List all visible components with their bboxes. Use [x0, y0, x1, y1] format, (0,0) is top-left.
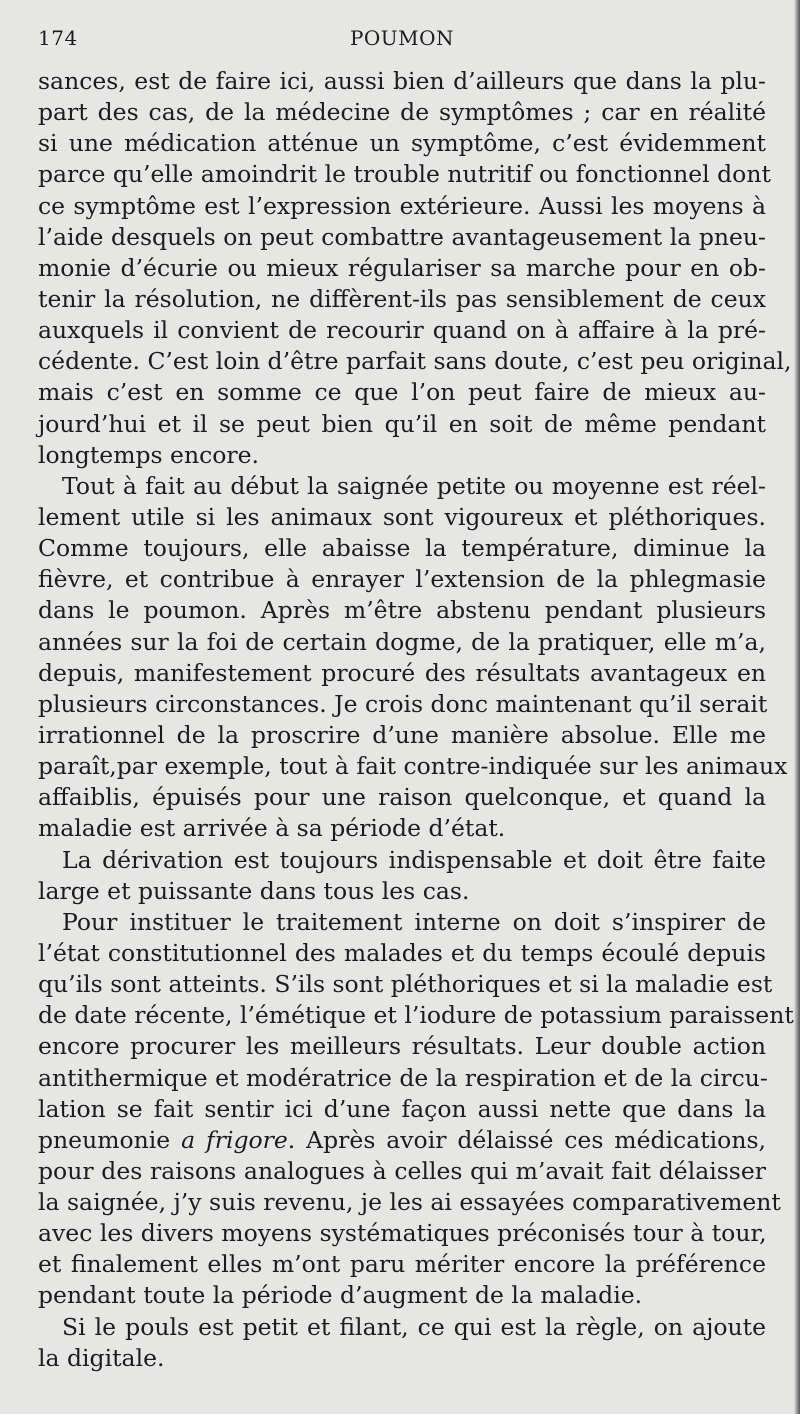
text-line: la digitale. — [38, 1343, 165, 1372]
text-line: plusieurs circonstances. Je crois donc maintenant qu’il serait — [38, 689, 768, 718]
text-line: cédente. C’est loin d’être parfait sans doute, c’est peu original, — [38, 347, 792, 376]
text-line: l’état constitutionnel des malades et du temps écoulé depuis — [38, 938, 766, 967]
text-line: fièvre, et contribue à enrayer l’extension de la phlegmasie — [38, 565, 766, 594]
text-line: pendant toute la période d’augment de la maladie. — [38, 1281, 643, 1310]
page-number: 174 — [38, 26, 78, 50]
text-line: paraît,par exemple, tout à fait contre-indiquée sur les animaux — [38, 752, 788, 781]
text-segment: . Après avoir délaissé ces médications, — [287, 1125, 766, 1154]
text-line: encore procurer les meilleurs résultats. Leur double action — [38, 1032, 766, 1061]
text-line: affaiblis, épuisés pour une raison quelconque, et quand la — [38, 783, 766, 812]
text-line: Tout à fait au début la saignée petite ou moyenne est réel- — [62, 471, 766, 500]
text-line: ce symptôme est l’expression extérieure. Aussi les moyens à — [38, 191, 766, 220]
text-line: sances, est de faire ici, aussi bien d’ailleurs que dans la plu- — [38, 67, 766, 95]
text-line: La dérivation est toujours indispensable et doit être faite — [62, 845, 766, 874]
text-line: qu’ils sont atteints. S’ils sont pléthoriques et si la maladie est — [38, 970, 773, 999]
text-line: la saignée, j’y suis revenu, je les ai essayées comparativement — [38, 1188, 781, 1217]
text-line: auxquels il convient de recourir quand on à affaire à la pré- — [38, 316, 766, 345]
text-line: longtemps encore. — [38, 440, 260, 469]
text-line: dans le poumon. Après m’être abstenu pendant plusieurs — [38, 596, 766, 625]
text-line: et finalement elles m’ont paru mériter encore la préférence — [38, 1250, 766, 1279]
text-line: Comme toujours, elle abaisse la température, diminue la — [38, 534, 766, 563]
text-line: lation se fait sentir ici d’une façon aussi nette que dans la — [38, 1094, 766, 1123]
text-line: irrationnel de la proscrire d’une manière absolue. Elle me — [38, 720, 766, 749]
text-line-mixed — [38, 1125, 766, 1156]
text-segment: pneumonie — [38, 1125, 182, 1154]
page-edge-shadow — [794, 0, 800, 1414]
text-line: jourd’hui et il se peut bien qu’il en soit de même pendant — [38, 409, 766, 438]
text-line: large et puissante dans tous les cas. — [38, 876, 470, 905]
text-line: depuis, manifestement procuré des résultats avantageux en — [38, 658, 766, 687]
text-line: Pour instituer le traitement interne on doit s’inspirer de — [62, 907, 766, 936]
text-line: tenir la résolution, ne diffèrent-ils pas sensiblement de ceux — [38, 284, 766, 313]
text-line: pour des raisons analogues à celles qui m’avait fait délaisser — [38, 1156, 766, 1185]
running-title: POUMON — [349, 26, 455, 50]
text-line: maladie est arrivée à sa période d’état. — [38, 814, 506, 843]
text-line: monie d’écurie ou mieux régulariser sa marche pour en ob- — [38, 253, 766, 282]
body-text — [38, 66, 794, 1374]
text-line: l’aide desquels on peut combattre avantageusement la pneu- — [38, 222, 766, 251]
text-line: parce qu’elle amoindrit le trouble nutritif ou fonctionnel dont — [38, 160, 771, 189]
text-line: de date récente, l’émétique et l’iodure de potassium paraissent — [38, 1001, 794, 1030]
text-line: lement utile si les animaux sont vigoureux et pléthoriques. — [38, 502, 766, 531]
text-line: mais c’est en somme ce que l’on peut faire de mieux au- — [38, 378, 766, 407]
text-line: Si le pouls est petit et filant, ce qui est la règle, on ajoute — [62, 1312, 766, 1341]
text-line: antithermique et modératrice de la respiration et de la circu- — [38, 1063, 768, 1092]
page-header — [38, 26, 766, 60]
italic-phrase: a frigore — [181, 1125, 288, 1154]
text-line: si une médication atténue un symptôme, c’est évidemment — [38, 129, 766, 158]
text-line: part des cas, de la médecine de symptômes ; car en réalité — [38, 98, 766, 127]
text-line: avec les divers moyens systématiques préconisés tour à tour, — [38, 1219, 767, 1248]
text-line: années sur la foi de certain dogme, de la pratiquer, elle m’a, — [38, 627, 766, 656]
